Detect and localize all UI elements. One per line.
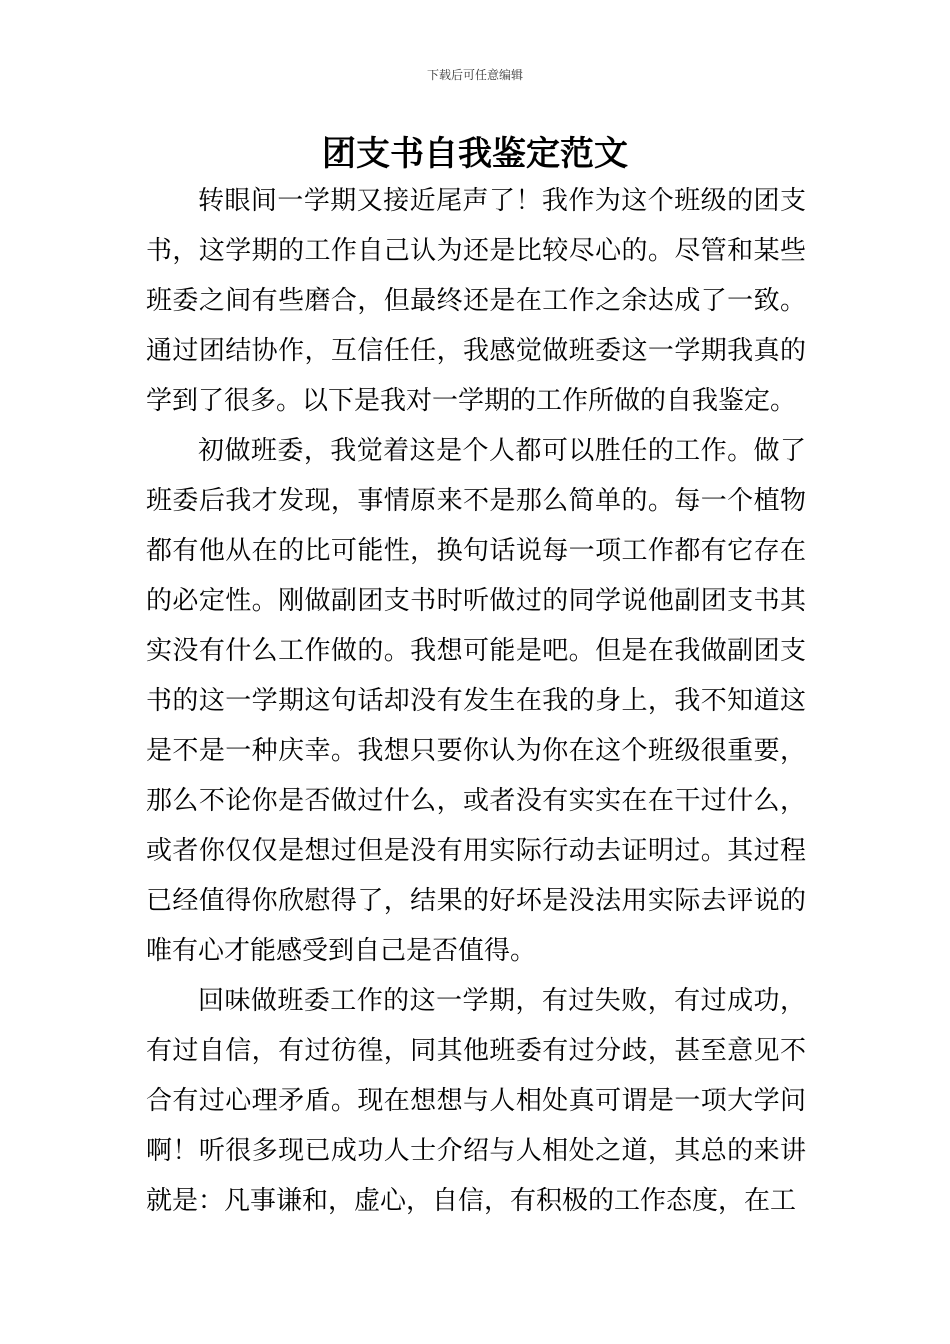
header-note: 下载后可任意编辑 [426, 68, 523, 82]
paragraph-2: 初做班委，我觉着这是个人都可以胜任的工作。做了班委后我才发现，事情原来不是那么简单的。每一个植物都有他从在的比可能性，换句话说每一项工作都有它存在的必定性。刚做副团支书时听做过的同学说他副团支书其实没有什么工作做的。我想可能是吧。但是在我做副团支书的这一学期这句话却没有发生在我的身上，我不知道这是不是一种庆幸。我想只要你认为你在这个班级很重要，那么不论你是否做过什么，或者没有实实在在干过什么，或者你仅仅是想过但是没有用实际行动去证明过。其过程已经值得你欣慰得了，结果的好坏是没法用实际去评说的唯有心才能感受到自己是否值得。 [146, 436, 806, 966]
document-title: 团支书自我鉴定范文 [322, 134, 628, 174]
paragraph-1: 转眼间一学期又接近尾声了！我作为这个班级的团支书，这学期的工作自己认为还是比较尽心的。尽管和某些班委之间有些磨合，但最终还是在工作之余达成了一致。通过团结协作，互信任任，我感觉做班委这一学期我真的学到了很多。以下是我对一学期的工作所做的自我鉴定。 [146, 186, 806, 416]
paragraph-3: 回味做班委工作的这一学期，有过失败，有过成功，有过自信，有过彷徨，同其他班委有过分歧，甚至意见不合有过心理矛盾。现在想想与人相处真可谓是一项大学问啊！听很多现已成功人士介绍与人相处之道，其总的来讲就是：凡事谦和，虚心，自信，有积极的工作态度，在工 [146, 986, 806, 1216]
document-body [146, 176, 806, 1226]
